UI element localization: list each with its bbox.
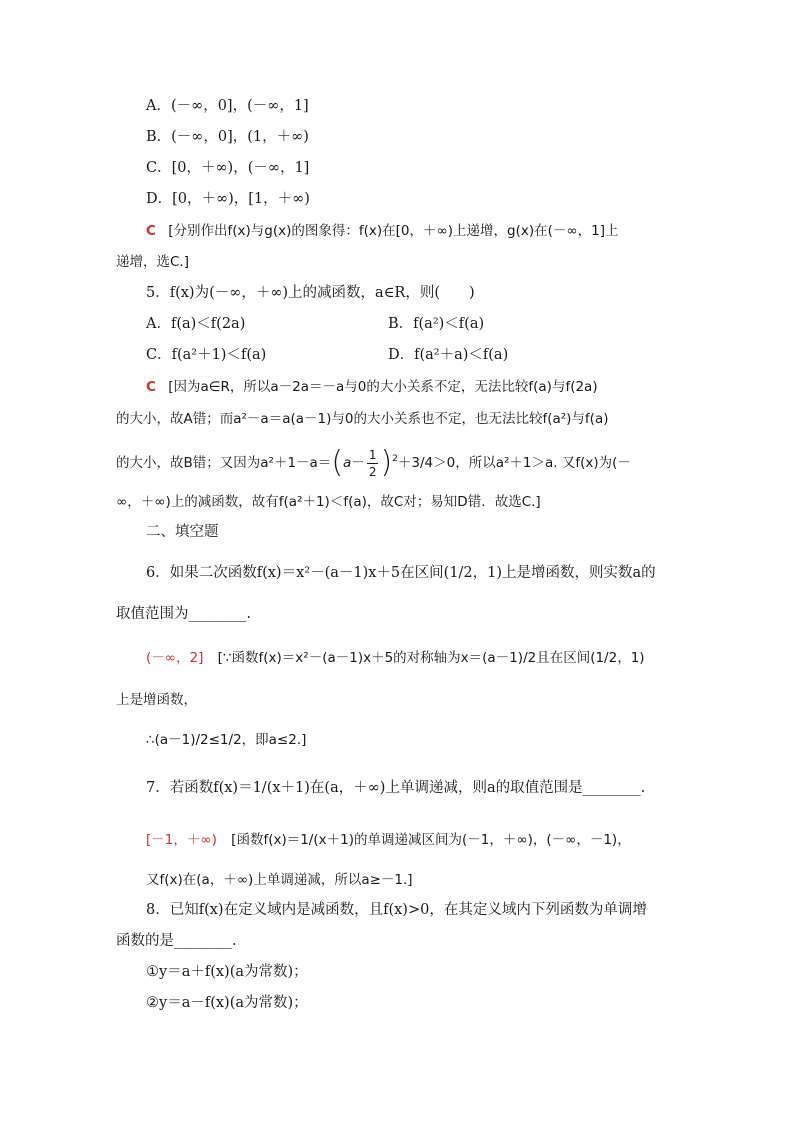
q5-option-b: B．f(a²)＜f(a) bbox=[388, 316, 485, 332]
q6-explanation-line-2: 上是增函数， bbox=[116, 692, 197, 708]
q5-stem: 5．f(x)为(－∞，＋∞)上的减函数，a∈R，则( ) bbox=[146, 285, 475, 301]
q5-option-d: D．f(a²＋a)＜f(a) bbox=[388, 347, 509, 363]
q5-explanation-line-2: 的大小，故A错；而a²－a＝a(a－1)与0的大小关系也不定，也无法比较f(a²)与f(a) bbox=[116, 411, 609, 427]
q8-stem-line-1: 8．已知f(x)在定义域内是减函数，且f(x)>0，在其定义域内下列函数为单调增 bbox=[146, 902, 647, 918]
q6-answer: (－∞，2] bbox=[146, 650, 204, 666]
q6-stem-line-1: 6．如果二次函数f(x)＝x²－(a－1)x＋5在区间(1/2，1)上是增函数，则实数a的 bbox=[146, 565, 656, 581]
q8-item-2: ②y＝a－f(x)(a为常数)； bbox=[146, 995, 308, 1011]
q4-answer-letter: C bbox=[146, 223, 156, 239]
q4-option-a: A．(－∞，0]，(－∞，1] bbox=[146, 98, 309, 114]
q7-answer: [－1，＋∞) bbox=[146, 832, 217, 848]
q6-stem-line-2: 取值范围为________. bbox=[116, 606, 252, 622]
q4-explanation-text: [分别作出f(x)与g(x)的图象得：f(x)在[0，＋∞)上递增，g(x)在(－∞，1]上 bbox=[168, 223, 619, 239]
q6-explanation-text: [∵函数f(x)＝x²－(a－1)x＋5的对称轴为x＝(a－1)/2且在区间(1/2，1) bbox=[217, 650, 645, 666]
q8-item-1: ①y＝a＋f(x)(a为常数)； bbox=[146, 964, 308, 980]
q4-option-d: D．[0，＋∞)，[1，＋∞) bbox=[146, 191, 310, 207]
section-title-fill-in: 二、填空题 bbox=[146, 524, 219, 540]
q7-explanation-text: [函数f(x)＝1/(x＋1)的单调递减区间为(－1，＋∞)，(－∞，－1)， bbox=[231, 832, 631, 848]
q5-option-c: C．f(a²＋1)＜f(a) bbox=[146, 347, 267, 363]
q4-option-b: B．(－∞，0]，(1，＋∞) bbox=[146, 129, 309, 145]
q7-explanation-line-2: 又f(x)在(a，＋∞)上单调递减，所以a≥－1.] bbox=[146, 872, 413, 888]
q5-explain-l3-pre: 的大小，故B错；又因为a²＋1－a＝ bbox=[116, 455, 332, 471]
q6-explanation-line-1 bbox=[146, 648, 645, 668]
q8-stem-line-2: 函数的是________. bbox=[116, 933, 237, 949]
q4-explanation-line bbox=[146, 221, 618, 241]
q6-explanation-line-3: ∴(a－1)/2≤1/2，即a≤2.] bbox=[146, 732, 307, 748]
q5-explanation-line-4: ∞，＋∞)上的减函数，故有f(a²＋1)＜f(a)，故C对；易知D错．故选C.] bbox=[116, 494, 541, 510]
q7-explanation-line-1 bbox=[146, 830, 631, 850]
q4-explanation-line-2: 递增，选C.] bbox=[116, 254, 189, 270]
q4-option-c: C．[0，＋∞)，(－∞，1] bbox=[146, 160, 310, 176]
q7-stem: 7．若函数f(x)＝1/(x＋1)在(a，＋∞)上单调递减，则a的取值范围是________. bbox=[146, 780, 646, 796]
q5-explain-l3-post: ＋3/4＞0，所以a²＋1＞a. 又f(x)为(－ bbox=[397, 455, 631, 471]
q5-explanation-line-3: 的大小，故B错；又因为a²＋1－a＝(a－ $\frac{1}{2}$ )$^2$＋3/4＞0，所以a²＋1＞a. 又f(x)为(－ bbox=[116, 445, 631, 480]
q5-answer-letter: C bbox=[146, 379, 156, 395]
q5-explanation-line-1 bbox=[146, 377, 598, 397]
q5-option-a: A．f(a)＜f(2a) bbox=[146, 316, 246, 332]
q5-explanation-text: [因为a∈R，所以a－2a＝－a与0的大小关系不定，无法比较f(a)与f(2a) bbox=[168, 379, 598, 395]
